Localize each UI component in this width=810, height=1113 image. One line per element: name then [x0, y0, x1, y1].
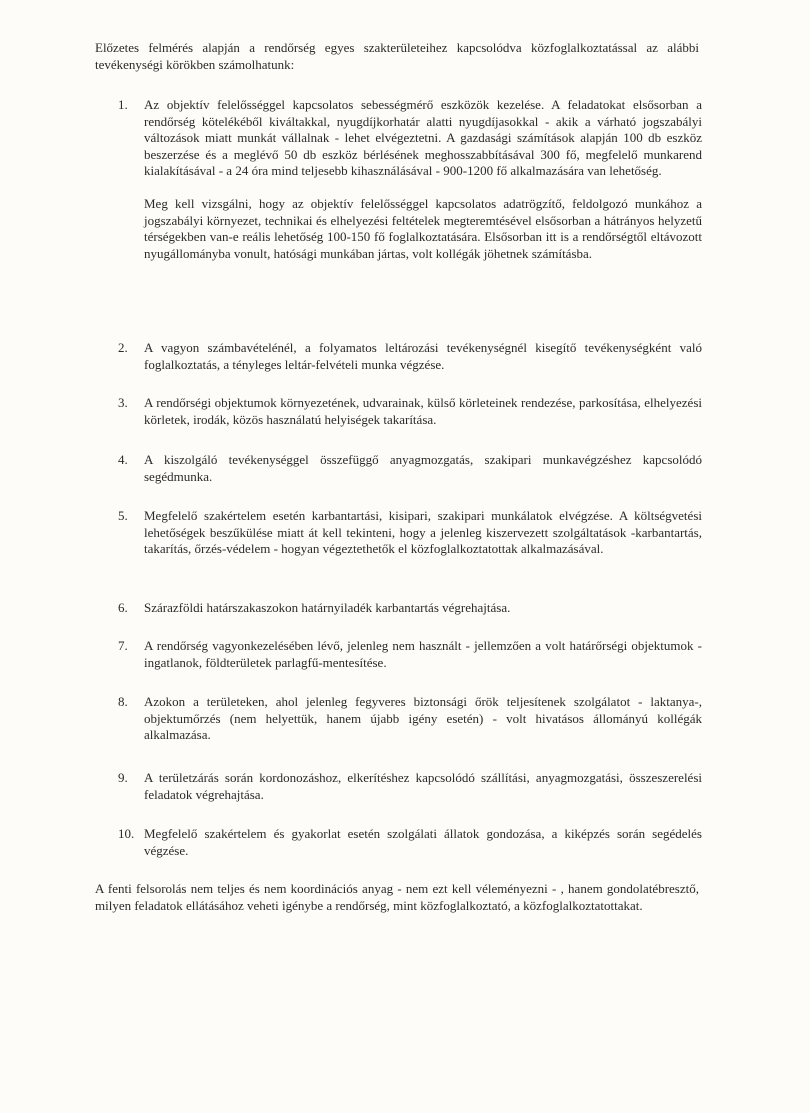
item-number: 5. [118, 508, 128, 523]
item-number: 1. [118, 97, 128, 112]
list-item-9 [118, 770, 702, 803]
item-text: A vagyon számbavételénél, a folyamatos leltározási tevékenységnél kisegítő tevékenységként való foglalkoztatás, a tényleges leltár-felvételi munka végzése. [144, 340, 702, 372]
list-item-4 [118, 452, 702, 485]
closing-paragraph: A fenti felsorolás nem teljes és nem koordinációs anyag - nem ezt kell véleményezni - , hanem gondolatébresztő, milyen feladatok ellátásához veheti igénybe a rendőrség, mint közfoglalkoztató, a közfoglalkoztatottakat. [95, 881, 699, 913]
item-text: Szárazföldi határszakaszokon határnyiladék karbantartás végrehajtása. [144, 600, 511, 615]
item-text-continued: Meg kell vizsgálni, hogy az objektív felelősséggel kapcsolatos adatrögzítő, feldolgozó munkához a jogszabályi környezet, technikai és elhelyezési feltételek megteremtésével elsősorban a hátrányos helyzetű térségekben van-e reális lehetőség 100-150 fő foglalkoztatására. Elsősorban itt is a rendőrségtől eltávozott nyugállományba vonult, hatósági munkában jártas, volt kollégák jöhetnek számításba. [144, 196, 702, 261]
list-item-3 [118, 395, 702, 428]
item-text: A kiszolgáló tevékenységgel összefüggő anyagmozgatás, szakipari munkavégzéshez kapcsolódó segédmunka. [144, 452, 702, 484]
item-number: 7. [118, 638, 128, 653]
list-item-10 [118, 826, 702, 859]
item-number: 3. [118, 395, 128, 410]
item-number: 8. [118, 694, 128, 709]
item-number: 9. [118, 770, 128, 785]
item-text: A rendőrség vagyonkezelésében lévő, jelenleg nem használt - jellemzően a volt határőrségi objektumok - ingatlanok, földterületek parlagfű-mentesítése. [144, 638, 702, 670]
item-number: 4. [118, 452, 128, 467]
item-text: Az objektív felelősséggel kapcsolatos sebességmérő eszközök kezelése. A feladatokat elsősorban a rendőrség kötelékéből kiváltakkal, nyugdíjkorhatár alatti nyugdíjasokkal - akik a várható jogszabályi változások miatt munkát vállalnak - lehet elvégeztetni. A gazdasági számítások alapján 100 db eszköz beszerzése és a meglévő 50 db eszköz bérlésének meghosszabbításával 300 fő, megfelelő munkarend kialakításával - a 24 óra mind teljesebb kihasználásával - 900-1200 fő alkalmazására van lehetőség. [144, 97, 702, 178]
item-text: Megfelelő szakértelem esetén karbantartási, kisipari, szakipari munkálatok elvégzése. A költségvetési lehetőségek beszűkülése miatt át kell tekinteni, hogy a jelenleg kiszervezett szolgáltatások -karbantartás, takarítás, őrzés-védelem - hogyan végeztethetők el közfoglalkoztatottak alkalmazásával. [144, 508, 702, 556]
item-text: A rendőrségi objektumok környezetének, udvarainak, külső körleteinek rendezése, parkosítása, elhelyezési körletek, irodák, közös használatú helyiségek takarítása. [144, 395, 702, 427]
list-item-6 [118, 600, 702, 617]
item-text: A területzárás során kordonozáshoz, elkerítéshez kapcsolódó szállítási, anyagmozgatási, összeszerelési feladatok végrehajtása. [144, 770, 702, 802]
item-number: 2. [118, 340, 128, 355]
list-item-7 [118, 638, 702, 671]
intro-paragraph: Előzetes felmérés alapján a rendőrség egyes szakterületeihez kapcsolódva közfoglalkoztatással az alábbi tevékenységi körökben számolhatunk: [95, 40, 699, 72]
item-number: 10. [118, 826, 135, 841]
list-item-5 [118, 508, 702, 558]
list-item-1 [118, 97, 702, 262]
item-text: Megfelelő szakértelem és gyakorlat esetén szolgálati állatok gondozása, a kiképzés során segédelés végzése. [144, 826, 702, 858]
list-item-2 [118, 340, 702, 373]
list-item-8 [118, 694, 702, 744]
item-text: Azokon a területeken, ahol jelenleg fegyveres biztonsági őrök teljesítenek szolgálatot - laktanya-, objektumőrzés (nem helyettük, hanem újabb igény esetén) - volt hivatásos állományú kollégák alkalmazása. [144, 694, 702, 742]
item-number: 6. [118, 600, 128, 615]
